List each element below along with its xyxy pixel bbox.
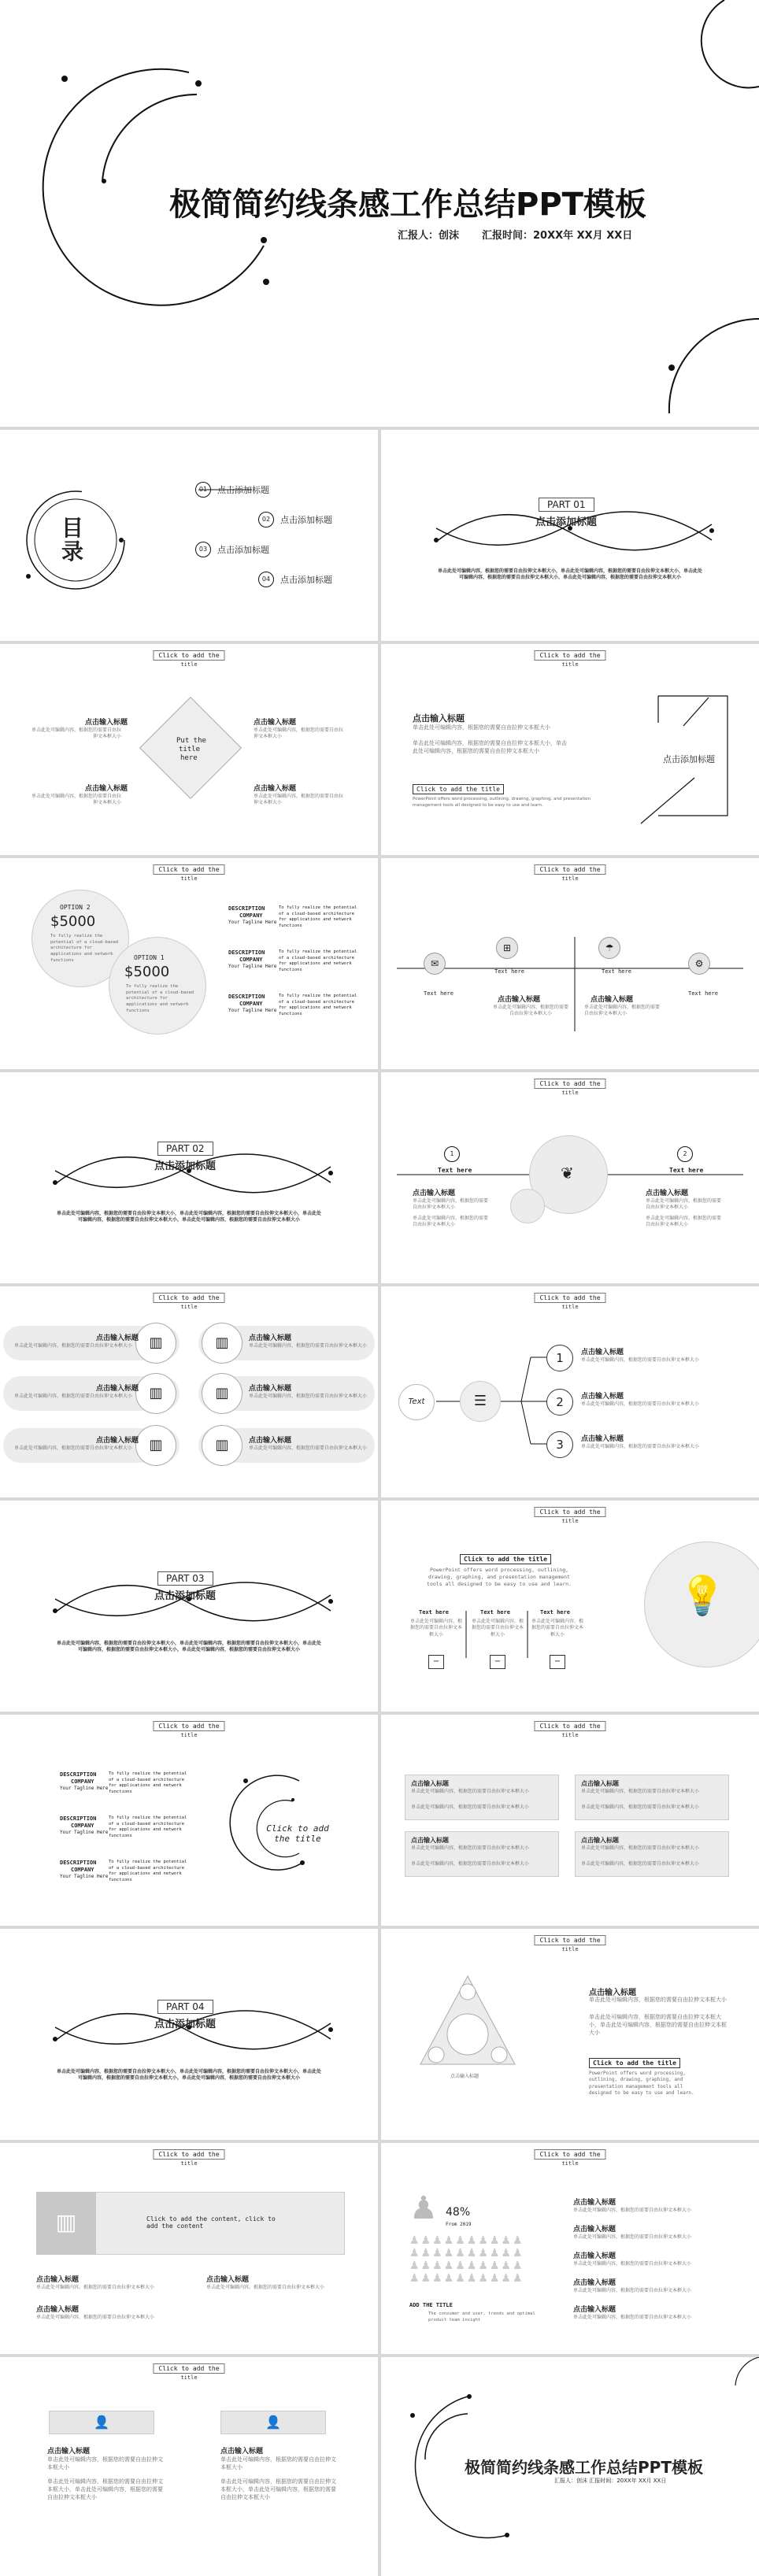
part01-body: 单击此处可编辑内容，根据您的需要自由拉伸文本框大小，单击此处可编辑内容，根据您的需要自由拉伸文本框大小，单击此处可编辑内容，根据您的需要自由拉伸文本框大小，单击此处可编辑内容，根据您的需要自由拉伸文本框大小 [437, 568, 702, 581]
arc-click-text[interactable]: Click to add the title [266, 1823, 329, 1844]
slide-frame: Click to add the title 点击输入标题 单击此处可编辑内容，根据您的需要自由拉伸文本框大小 单击此处可编辑内容，根据您的需要自由拉伸文本框大小，单击此处可编辑内容，根据您的需要自由拉伸文本框大小 Click to add the title PowerPoint offers word processing, outlining, drawing, graphing, and presentation management tools all designed to be easy to use and learn. 点击添加标题 [381, 644, 759, 855]
toc-num-1: 01 [195, 482, 211, 498]
slide-people: Click to add the title ♟ 48% From 2019 ♟♟♟♟♟♟♟♟♟♟ ♟♟♟♟♟♟♟♟♟♟ ♟♟♟♟♟♟♟♟♟♟ ♟♟♟♟♟♟♟♟♟♟ ADD THE TITLE The consumer and user, trends and optimal product team insight 点击输入标题 单击此处可编辑内容，根据您的需要自由拉伸文本框大小 点击输入标题 单击此处可编辑内容，根据您的需要自由拉伸文本框大小 点击输入标题 单击此处可编辑内容，根据您的需要自由拉伸文本框大小 点击输入标题 单击此处可编辑内容，根据您的需要自由拉伸文本框大小 点击输入标题 单击此处可编辑内容，根据您的需要自由拉伸文本框大小 [381, 2143, 759, 2354]
slide-title-box[interactable]: Click to add the [534, 1935, 605, 1945]
chart-icon: ▥ [202, 1425, 243, 1466]
slide-banner: Click to add the title ▥ Click to add the content, click to add the content 点击输入标题 单击此处可编辑内容，根据您的需要自由拉伸文本框大小 点击输入标题 单击此处可编辑内容，根据您的需要自由拉伸文本框大小 点击输入标题 单击此处可编辑内容，根据您的需要自由拉伸文本框大小 [0, 2143, 378, 2354]
slide-title-box[interactable]: Click to add the [153, 1721, 224, 1731]
cover-time: 汇报时间：20XX年 XX月 XX日 [482, 230, 633, 242]
slide-hub: Click to add the title Text ☰ 1 2 3 点击输入标题 单击此处可编辑内容，根据您的需要自由拉伸文本框大小 点击输入标题 单击此处可编辑内容，根据您的需要自由拉伸文本框大小 点击输入标题 单击此处可编辑内容，根据您的需要自由拉伸文本框大小 [381, 1286, 759, 1497]
part03-label: PART 03 [157, 1571, 213, 1586]
slide-pills: Click to add the title ▥ ▥ ▥ ▥ ▥ ▥ 点击输入标题 单击此处可编辑内容，根据您的需要自由拉伸文本框大小 点击输入标题 单击此处可编辑内容，根据您的需要自由拉伸文本框大小 点击输入标题 单击此处可编辑内容，根据您的需要自由拉伸文本框大小 点击输入标题 单击此处可编辑内容，根据您的需要自由拉伸文本框大小 点击输入标题 单击此处可编辑内容，根据您的需要自由拉伸文本框大小 点击输入标题 单击此处可编辑内容，根据您的需要自由拉伸文本框大小 [0, 1286, 378, 1497]
toc-item-4[interactable]: 点击添加标题 [280, 575, 332, 585]
final-sub: 汇报人：创沫 汇报时间：20XX年 XX月 XX日 [554, 2478, 667, 2484]
chart-icon: ▥ [135, 1373, 176, 1414]
cycle-label: 点击输入标题 [450, 2074, 479, 2079]
slide-title-box[interactable]: Click to add the [534, 2149, 605, 2160]
chart-icon: ▥ [135, 1323, 176, 1364]
avatar: 👤 [49, 2411, 154, 2434]
frame-label: 点击添加标题 [663, 754, 715, 764]
toc-title: 目录 [61, 515, 84, 564]
toc-num-4: 04 [258, 572, 274, 587]
chart-icon: ▥ [202, 1373, 243, 1414]
slide-desc-arc: Click to add the title DESCRIPTION COMPANY Your Tagline Here To fully realize the potential of a cloud-based architecture for applications and network functions DESCRIPTION COMPANY Your Tagline Here To fully realize the potential of a cloud-based architecture for applications and network functions DESCRIPTION COMPANY Your Tagline Here To fully realize the potential of a cloud-based architecture for applications and network functions Click to add the title [0, 1715, 378, 1926]
slide-diamond: Click to add the title Put the title here 点击输入标题 单击此处可编辑内容，根据您的需要自由拉伸文本框大小 点击输入标题 单击此处可编辑内容，根据您的需要自由拉伸文本框大小 点击输入标题 单击此处可编辑内容，根据您的需要自由拉伸文本框大小 点击输入标题 单击此处可编辑内容，根据您的需要自由拉伸文本框大小 [0, 644, 378, 855]
gear-icon: ⚙ [688, 953, 710, 975]
slide-title-box[interactable]: Click to add the [534, 1507, 605, 1517]
slide-part03: PART 03 点击添加标题 单击此处可编辑内容，根据您的需要自由拉伸文本框大小，单击此处可编辑内容，根据您的需要自由拉伸文本框大小，单击此处可编辑内容，根据您的需要自由拉伸文本框大小，单击此处可编辑内容，根据您的需要自由拉伸文本框大小 [0, 1501, 378, 1712]
frame-click-box[interactable]: Click to add the title [413, 784, 504, 794]
slide-options: Click to add the title OPTION 2 $5000 To fully realize the potential of a cloud-based architecture for applications and network functions OPTION 1 $5000 To fully realize the potential of a cloud-based architecture for applications and network functions DESCRIPTION COMPANY Your Tagline Here To fully realize the potential of a cloud-based architecture for applications and network functions DESCRIPTION COMPANY Your Tagline Here To fully realize the potential of a cloud-based architecture for applications and network functions DESCRIPTION COMPANY Your Tagline Here To fully realize the potential of a cloud-based architecture for applications and network functions [0, 858, 378, 1069]
cover-reporter: 汇报人：创沫 [398, 230, 460, 242]
slide-toc [0, 430, 378, 641]
chat-icon: ✉ [424, 953, 446, 975]
slide-title-box[interactable]: Click to add the [153, 2363, 224, 2374]
slide-title-box[interactable]: Click to add the [534, 864, 605, 875]
slide-cover [0, 0, 759, 427]
option1-price: $5000 [124, 964, 170, 980]
cover-title: 极简简约线条感工作总结PPT模板 [169, 187, 646, 223]
toc-item-1[interactable]: 点击添加标题 [217, 485, 269, 495]
slide-leaf: Click to add the title ❦ 1 2 Text here Text here 点击输入标题 单击此处可编辑内容，根据您的需要自由拉伸文本框大小 单击此处可编辑内容，根据您的需要自由拉伸文本框大小 点击输入标题 单击此处可编辑内容，根据您的需要自由拉伸文本框大小 单击此处可编辑内容，根据您的需要自由拉伸文本框大小 [381, 1072, 759, 1283]
part01-label: PART 01 [539, 498, 594, 512]
hub-center-circle: ☰ [460, 1381, 501, 1422]
slide-title-box[interactable]: Click to add the [153, 650, 224, 661]
slide-title-box[interactable]: Click to add the [534, 1293, 605, 1303]
leaf-icon: ❦ [561, 1164, 574, 1183]
hub-text-circle: Text [398, 1384, 435, 1420]
minus-icon[interactable]: − [550, 1655, 565, 1669]
slide-final [381, 2357, 759, 2576]
person-icon: ♟ [409, 2190, 438, 2226]
diamond-heading-bl: 点击输入标题 [85, 785, 128, 793]
slide-boxes: Click to add the title 点击输入标题 单击此处可编辑内容，根据您的需要自由拉伸文本框大小 单击此处可编辑内容，根据您的需要自由拉伸文本框大小 点击输入标题 单击此处可编辑内容，根据您的需要自由拉伸文本框大小 单击此处可编辑内容，根据您的需要自由拉伸文本框大小 点击输入标题 单击此处可编辑内容，根据您的需要自由拉伸文本框大小 单击此处可编辑内容，根据您的需要自由拉伸文本框大小 点击输入标题 单击此处可编辑内容，根据您的需要自由拉伸文本框大小 单击此处可编辑内容，根据您的需要自由拉伸文本框大小 [381, 1715, 759, 1926]
minus-icon[interactable]: − [490, 1655, 505, 1669]
diamond-heading-br: 点击输入标题 [254, 785, 297, 793]
chart-icon: ▥ [36, 2192, 96, 2255]
diamond-heading-tl: 点击输入标题 [85, 719, 128, 727]
lightbulb-icon: 💡 [679, 1574, 726, 1618]
slide-title-box[interactable]: Click to add the [153, 1293, 224, 1303]
minus-icon[interactable]: − [428, 1655, 444, 1669]
final-title: 极简简约线条感工作总结PPT模板 [465, 2458, 703, 2477]
slide-part02: PART 02 点击添加标题 单击此处可编辑内容，根据您的需要自由拉伸文本框大小，单击此处可编辑内容，根据您的需要自由拉伸文本框大小，单击此处可编辑内容，根据您的需要自由拉伸文本框大小，单击此处可编辑内容，根据您的需要自由拉伸文本框大小 [0, 1072, 378, 1283]
part01-heading: 点击添加标题 [535, 516, 598, 528]
slide-cycle: Click to add the title 点击输入标题 点击输入标题 单击此处可编辑内容，根据您的需要自由拉伸文本框大小 单击此处可编辑内容，根据您的需要自由拉伸文本框大小，单击此处可编辑内容，根据您的需要自由拉伸文本框大小 Click to add the title PowerPoint offers word processing, outlining, drawing, graphing, and presentation management tools all designed to be easy to use and learn. [381, 1929, 759, 2140]
toc-num-3: 03 [195, 542, 211, 557]
slide-title-box[interactable]: Click to add the [534, 1721, 605, 1731]
diamond-heading-tr: 点击输入标题 [254, 719, 297, 727]
slide-part01 [381, 430, 759, 641]
leaf-small-circle [510, 1189, 545, 1223]
part02-label: PART 02 [157, 1142, 213, 1156]
org-icon: ⊞ [496, 937, 518, 959]
slide-icon-row: Click to add the title ✉ ⊞ ☂ ⚙ Text here Text here Text here Text here 点击输入标题 单击此处可编辑内容，根据您的需要自由拉伸文本框大小 点击输入标题 单击此处可编辑内容，根据您的需要自由拉伸文本框大小 [381, 858, 759, 1069]
slide-title-box[interactable]: Click to add the [153, 2149, 224, 2160]
people-grid: ♟♟♟♟♟♟♟♟♟♟ ♟♟♟♟♟♟♟♟♟♟ ♟♟♟♟♟♟♟♟♟♟ ♟♟♟♟♟♟♟♟♟♟ [409, 2234, 524, 2285]
diamond-text-1: Put the [176, 737, 206, 745]
avatar: 👤 [220, 2411, 326, 2434]
toc-num-2: 02 [258, 512, 274, 527]
toc-item-3[interactable]: 点击添加标题 [217, 545, 269, 555]
percent-value: 48% [446, 2206, 471, 2219]
slide-title-box[interactable]: Click to add the [534, 1079, 605, 1089]
option2-price: $5000 [50, 913, 96, 930]
slide-bulb: Click to add the title Click to add the title PowerPoint offers word processing, outlining, drawing, graphing, and presentation management tools all designed to be easy to use and learn. 💡 Text here 单击此处可编辑内容，根据您的需要自由拉伸文本框大小 Text here 单击此处可编辑内容，根据您的需要自由拉伸文本框大小 Text here 单击此处可编辑内容，根据您的需要自由拉伸文本框大小 − − − [381, 1501, 759, 1712]
frame-heading: 点击输入标题 [413, 713, 465, 724]
umbrella-icon: ☂ [598, 937, 620, 959]
part04-label: PART 04 [157, 2000, 213, 2014]
chart-icon: ▥ [135, 1425, 176, 1466]
chart-icon: ▥ [202, 1323, 243, 1364]
slide-part04: PART 04 点击添加标题 单击此处可编辑内容，根据您的需要自由拉伸文本框大小，单击此处可编辑内容，根据您的需要自由拉伸文本框大小，单击此处可编辑内容，根据您的需要自由拉伸文本框大小，单击此处可编辑内容，根据您的需要自由拉伸文本框大小 [0, 1929, 378, 2140]
slide-profiles: Click to add the title 👤 👤 点击输入标题 单击此处可编辑内容，根据您的需要自由拉伸文本框大小 单击此处可编辑内容，根据您的需要自由拉伸文本框大小，单击此处可编辑内容，根据您的需要自由拉伸文本框大小 点击输入标题 单击此处可编辑内容，根据您的需要自由拉伸文本框大小 单击此处可编辑内容，根据您的需要自由拉伸文本框大小，单击此处可编辑内容，根据您的需要自由拉伸文本框大小 [0, 2357, 378, 2576]
toc-item-2[interactable]: 点击添加标题 [280, 515, 332, 525]
slide-title-box[interactable]: Click to add the [153, 864, 224, 875]
slide-title-box[interactable]: Click to add the [534, 650, 605, 661]
